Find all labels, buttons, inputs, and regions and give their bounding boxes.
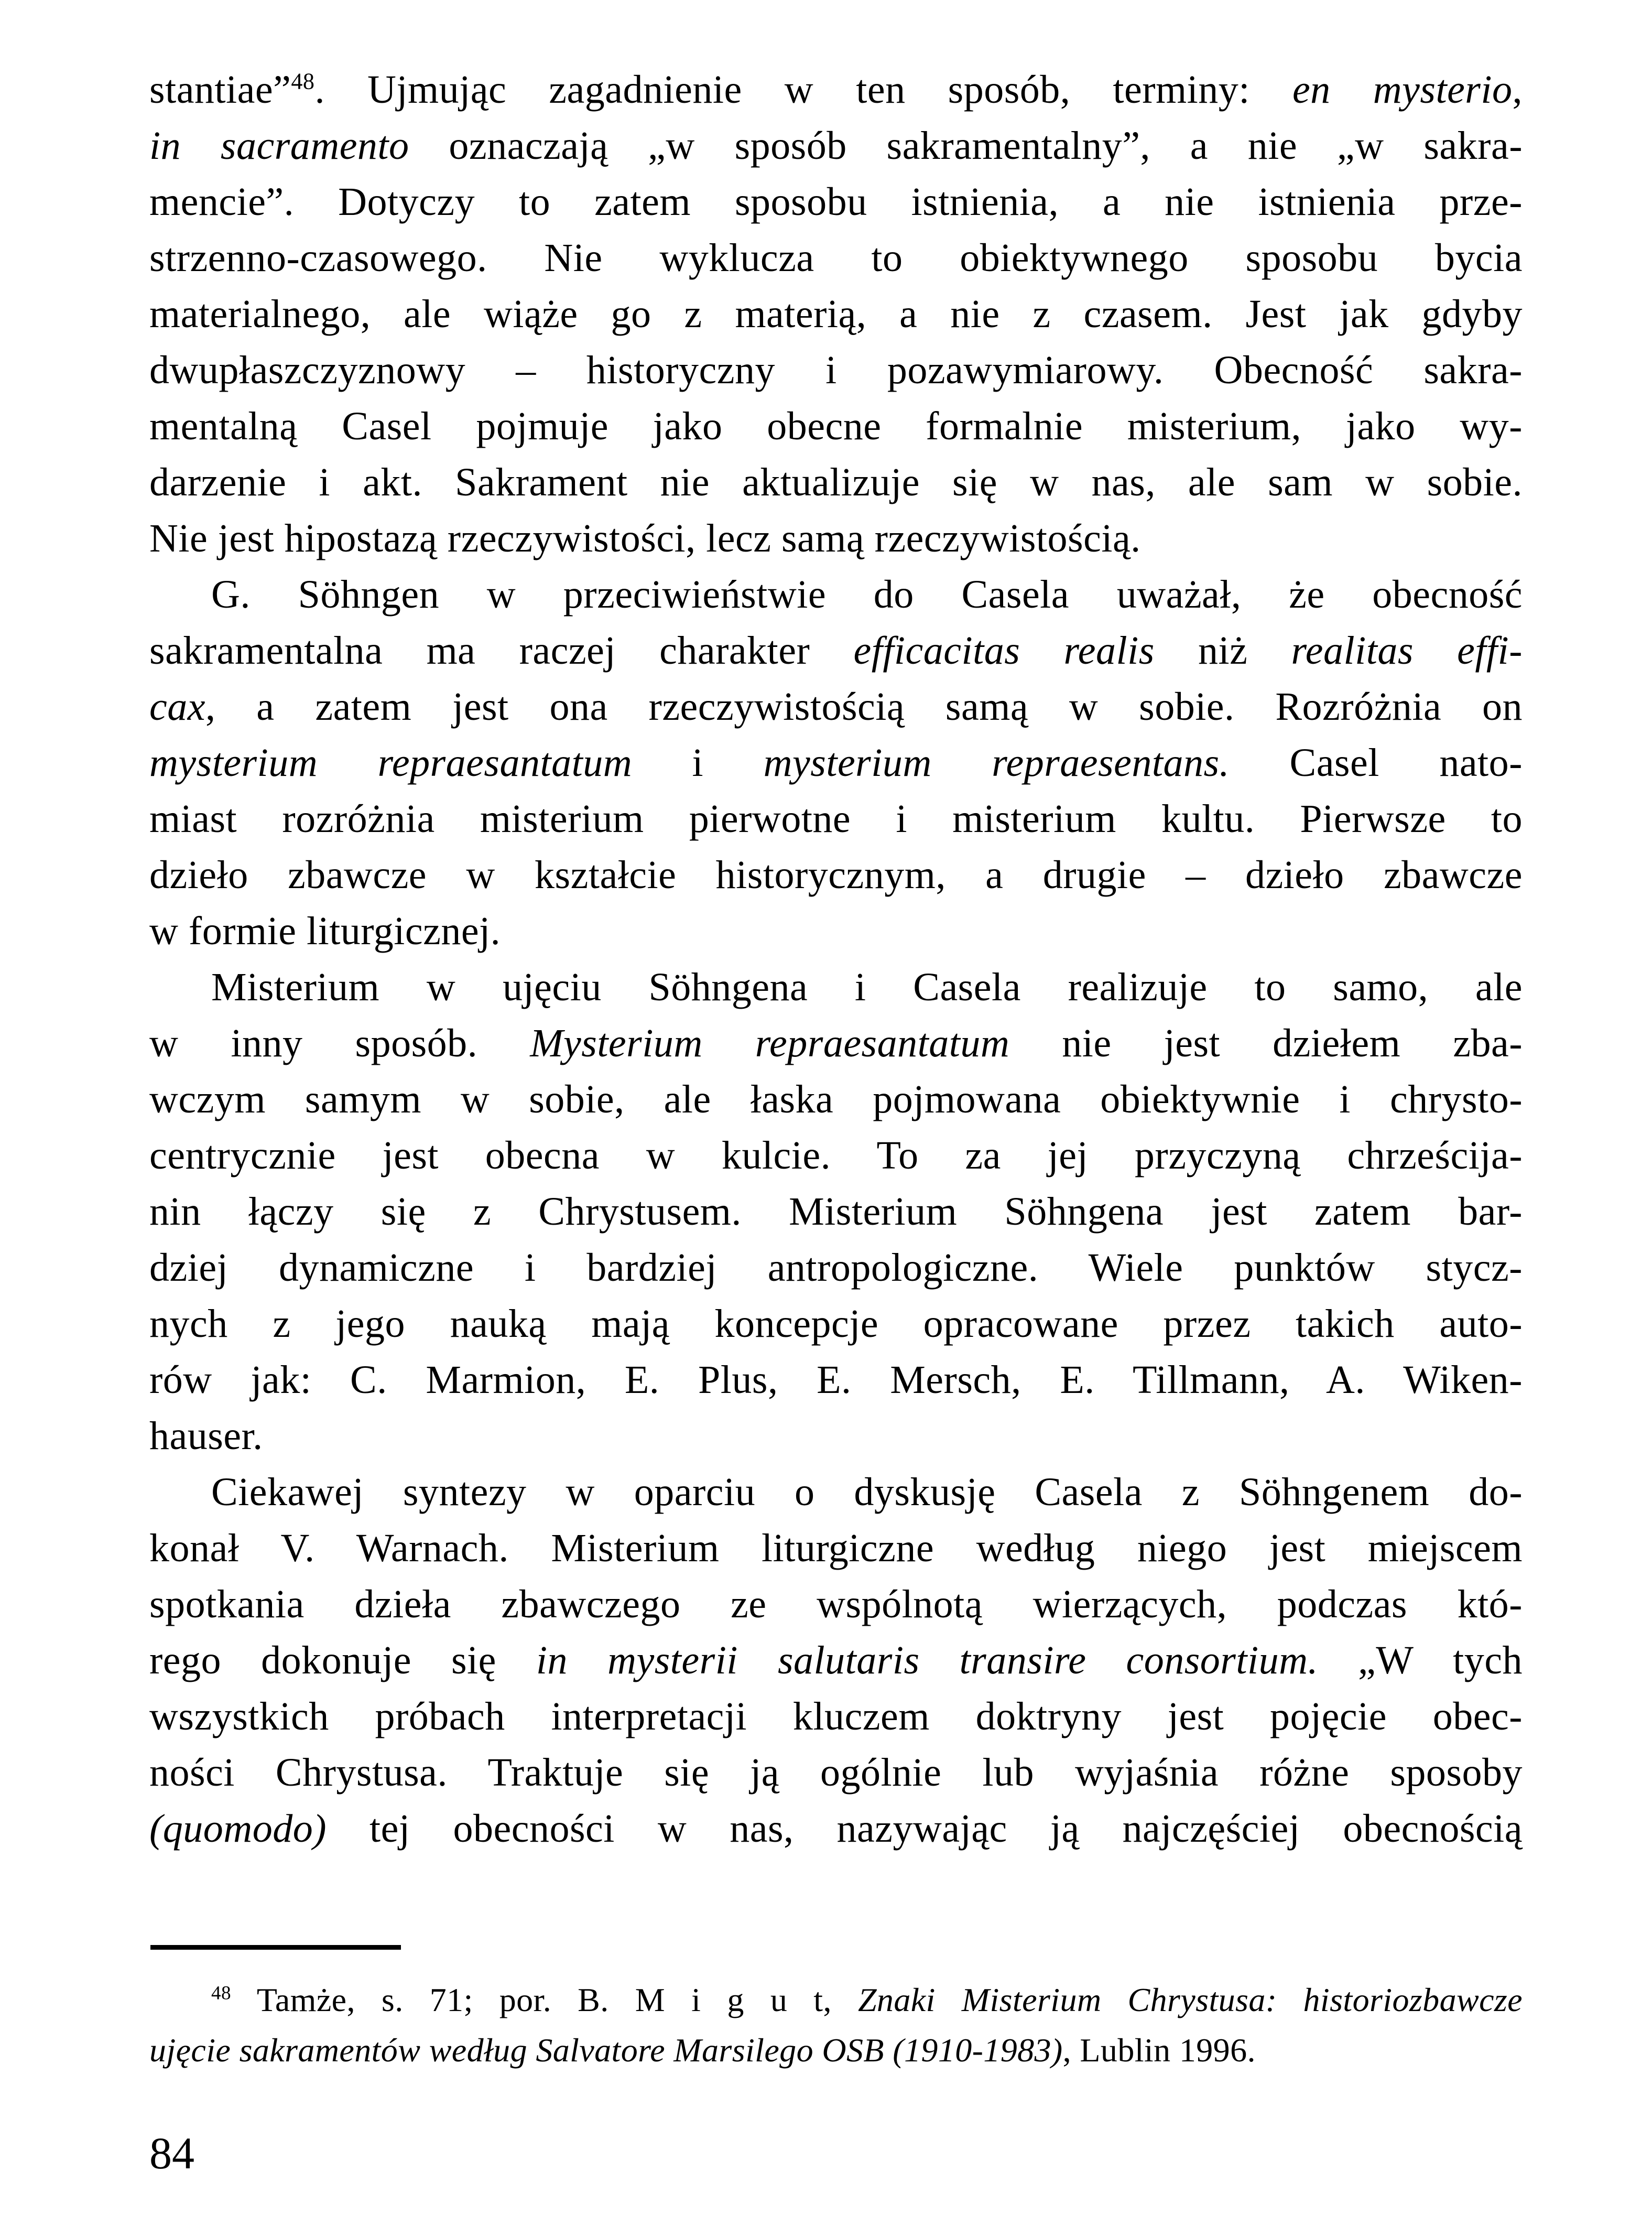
text-segment: Mysterium repraesantatum [530,1021,1010,1065]
text-segment: oznaczają „w sposób sakramentalny”, a nie „w sakra- [409,124,1523,168]
text-segment: realitas effi- [1291,629,1523,673]
text-segment: mysterium repraesentans. [763,741,1230,785]
text-segment: mysterium repraesantatum [149,741,633,785]
text-segment: mencie”. Dotyczy to zatem sposobu istnienia, a nie istnienia prze- [149,180,1523,224]
text-line [149,1352,1523,1408]
text-line [149,567,1523,623]
text-segment: nie jest dziełem zba- [1009,1021,1523,1065]
text-segment: Tamże, s. 71; por. B. M i g u t, [231,1981,858,2018]
text-segment: (quomodo) [149,1807,327,1851]
body-text [149,62,1523,1857]
text-segment: sakramentalna ma raczej charakter [149,629,854,673]
text-line [149,735,1523,791]
text-segment: tej obecności w nas, nazywając ją najczęściej obecnością [327,1807,1523,1851]
text-segment: in sacramento [149,124,409,168]
text-line [149,1576,1523,1633]
text-line [149,342,1523,398]
text-line [149,623,1523,679]
text-line [149,62,1523,118]
text-segment: nych z jego nauką mają koncepcje opracowane przez takich auto- [149,1302,1523,1346]
text-segment: , Lublin 1996. [1062,2032,1256,2069]
text-line [149,847,1523,903]
text-line [149,959,1523,1015]
text-segment: in mysterii salutaris transire consortium. [536,1638,1318,1682]
text-line [149,1975,1523,2025]
text-segment: cax [149,685,205,729]
text-segment: nin łączy się z Chrystusem. Misterium Söhngena jest zatem bar- [149,1190,1523,1234]
text-segment: , [1512,68,1523,112]
footnote [149,1975,1523,2076]
text-segment: G. Söhngen w przeciwieństwie do Casela uważał, że obecność [211,572,1523,617]
text-line [149,455,1523,511]
text-line [149,1296,1523,1352]
text-segment: wczym samym w sobie, ale łaska pojmowana obiektywnie i chrysto- [149,1077,1523,1121]
text-line [149,1633,1523,1689]
text-line [149,511,1523,567]
text-line [149,1689,1523,1745]
text-segment: rego dokonuje się [149,1638,536,1682]
text-line [149,1184,1523,1240]
text-segment: centrycznie jest obecna w kulcie. To za jej przyczyną chrześcija- [149,1133,1523,1177]
text-line [149,679,1523,735]
text-line [149,903,1523,959]
text-line [149,286,1523,342]
text-segment: Nie jest hipostazą rzeczywistości, lecz samą rzeczywistością. [149,516,1141,560]
text-segment: w inny sposób. [149,1021,530,1065]
text-line [149,398,1523,455]
text-segment: ujęcie sakramentów według Salvatore Marsilego OSB (1910-1983) [149,2032,1063,2069]
text-segment: ności Chrystusa. Traktuje się ją ogólnie lub wyjaśnia różne sposoby [149,1750,1523,1795]
text-line [149,1408,1523,1464]
text-segment: spotkania dzieła zbawczego ze wspólnotą wierzących, podczas któ- [149,1582,1523,1626]
text-segment: Znaki Misterium Chrystusa: historiozbawcze [857,1981,1523,2018]
text-line [149,1801,1523,1857]
text-segment: dwupłaszczyznowy – historyczny i pozawymiarowy. Obecność sakra- [149,348,1523,392]
text-segment: Misterium w ujęciu Söhngena i Casela realizuje to samo, ale [211,965,1523,1009]
text-segment: w formie liturgicznej. [149,909,501,953]
text-line [149,2025,1523,2076]
text-segment: Ciekawej syntezy w oparciu o dyskusję Casela z Söhngenem do- [211,1470,1523,1514]
footnote-marker: 48 [211,1982,231,2004]
text-segment: , a zatem jest ona rzeczywistością samą w sobie. Rozróżnia on [205,685,1523,729]
text-line [149,174,1523,230]
text-segment: strzenno-czasowego. Nie wyklucza to obiektywnego sposobu bycia [149,236,1523,280]
text-segment: dzieło zbawcze w kształcie historycznym, a drugie – dzieło zbawcze [149,853,1523,897]
text-line [149,230,1523,286]
text-segment: efficacitas realis [853,629,1155,673]
text-line [149,1240,1523,1296]
text-segment: Casel nato- [1230,741,1523,785]
text-line [149,118,1523,174]
text-segment: mentalną Casel pojmuje jako obecne formalnie misterium, jako wy- [149,404,1523,448]
text-line [149,791,1523,847]
text-segment: darzenie i akt. Sakrament nie aktualizuje się w nas, ale sam w sobie. [149,460,1523,504]
text-segment: hauser. [149,1414,263,1458]
text-line [149,1015,1523,1072]
text-segment: materialnego, ale wiąże go z materią, a nie z czasem. Jest jak gdyby [149,292,1523,336]
text-segment: wszystkich próbach interpretacji kluczem doktryny jest pojęcie obec- [149,1694,1523,1738]
text-segment: stantiae” [149,68,291,112]
text-segment: en mysterio [1292,68,1513,112]
text-line [149,1464,1523,1520]
text-line [149,1072,1523,1128]
text-line [149,1520,1523,1576]
text-segment: . Ujmując zagadnienie w ten sposób, terminy: [314,68,1292,112]
footnote-marker: 48 [291,68,315,94]
text-segment: „W tych [1318,1638,1523,1682]
text-segment: konał V. Warnach. Misterium liturgiczne według niego jest miejscem [149,1526,1523,1570]
text-segment: miast rozróżnia misterium pierwotne i misterium kultu. Pierwsze to [149,797,1523,841]
footnote-rule [150,1945,401,1950]
text-line [149,1745,1523,1801]
text-segment: dziej dynamiczne i bardziej antropologiczne. Wiele punktów stycz- [149,1246,1523,1290]
text-segment: rów jak: C. Marmion, E. Plus, E. Mersch, E. Tillmann, A. Wiken- [149,1358,1523,1402]
page-number: 84 [149,2128,194,2178]
text-segment: niż [1154,629,1291,673]
text-line [149,1128,1523,1184]
text-segment: i [632,741,764,785]
